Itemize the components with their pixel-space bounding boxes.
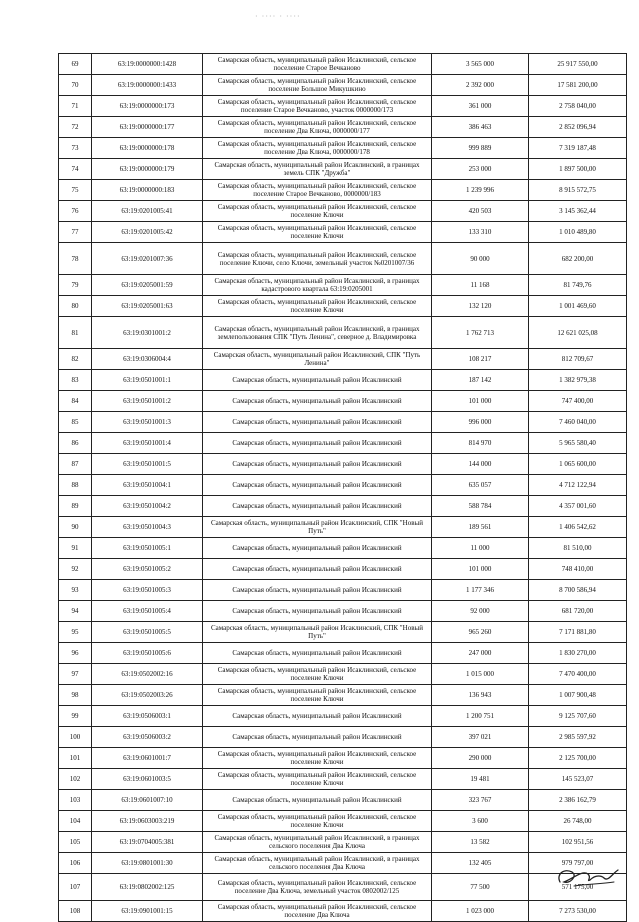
area-cell: 635 057 [432,475,529,496]
address-cell: Самарская область, муниципальный район Исаклинский, СПК "Новый Путь" [203,622,432,643]
address-cell: Самарская область, муниципальный район Исаклинский [203,643,432,664]
cadastral-number-cell: 63:19:0603003:219 [92,811,203,832]
area-cell: 13 582 [432,832,529,853]
area-cell: 397 021 [432,727,529,748]
row-number-cell: 69 [59,54,92,75]
cadastral-value-cell: 7 460 040,00 [529,412,627,433]
table-row [59,538,627,559]
row-number-cell: 102 [59,769,92,790]
row-number-cell: 103 [59,790,92,811]
cadastral-number-cell: 63:19:0501005:3 [92,580,203,601]
address-cell: Самарская область, муниципальный район Исаклинский, сельское поселение Старое Вечканово, 0000000/183 [203,180,432,201]
area-cell: 144 000 [432,454,529,475]
cadastral-number-cell: 63:19:0000000:178 [92,138,203,159]
address-cell: Самарская область, муниципальный район Исаклинский [203,601,432,622]
cadastral-number-cell: 63:19:0306004:4 [92,349,203,370]
cadastral-number-cell: 63:19:0501005:1 [92,538,203,559]
row-number-cell: 90 [59,517,92,538]
cadastral-value-cell: 7 273 530,00 [529,901,627,922]
cadastral-value-cell: 1 065 600,00 [529,454,627,475]
table-row [59,475,627,496]
row-number-cell: 104 [59,811,92,832]
address-cell: Самарская область, муниципальный район Исаклинский [203,496,432,517]
row-number-cell: 93 [59,580,92,601]
cadastral-value-cell: 748 410,00 [529,559,627,580]
address-cell: Самарская область, муниципальный район Исаклинский [203,475,432,496]
cadastral-number-cell: 63:19:0501001:4 [92,433,203,454]
table-row [59,370,627,391]
address-cell: Самарская область, муниципальный район Исаклинский, в границах сельского поселения Два Ключа [203,832,432,853]
cadastral-value-cell: 2 985 597,92 [529,727,627,748]
address-cell: Самарская область, муниципальный район Исаклинский, сельское поселение Старое Вечканово, участок 0000000/173 [203,96,432,117]
address-cell: Самарская область, муниципальный район Исаклинский, сельское поселение Ключи [203,664,432,685]
area-cell: 996 000 [432,412,529,433]
row-number-cell: 98 [59,685,92,706]
cadastral-value-cell: 102 951,56 [529,832,627,853]
address-cell: Самарская область, муниципальный район Исаклинский, сельское поселение Два Ключа, 0000000/178 [203,138,432,159]
row-number-cell: 77 [59,222,92,243]
table-row [59,412,627,433]
cadastral-value-cell: 81 749,76 [529,275,627,296]
area-cell: 133 310 [432,222,529,243]
table-row [59,874,627,901]
cadastral-value-cell: 1 007 900,48 [529,685,627,706]
address-cell: Самарская область, муниципальный район Исаклинский [203,538,432,559]
area-cell: 132 120 [432,296,529,317]
cadastral-value-cell: 1 830 270,00 [529,643,627,664]
table-body [59,54,627,922]
table-row [59,222,627,243]
row-number-cell: 82 [59,349,92,370]
row-number-cell: 99 [59,706,92,727]
area-cell: 1 177 346 [432,580,529,601]
area-cell: 11 000 [432,538,529,559]
cadastral-number-cell: 63:19:0802002:125 [92,874,203,901]
area-cell: 247 000 [432,643,529,664]
table-row [59,664,627,685]
row-number-cell: 101 [59,748,92,769]
row-number-cell: 97 [59,664,92,685]
row-number-cell: 72 [59,117,92,138]
row-number-cell: 107 [59,874,92,901]
address-cell: Самарская область, муниципальный район Исаклинский [203,790,432,811]
cadastral-value-cell: 1 382 979,38 [529,370,627,391]
cadastral-number-cell: 63:19:0601001:7 [92,748,203,769]
cadastral-number-cell: 63:19:0205001:63 [92,296,203,317]
address-cell: Самарская область, муниципальный район Исаклинский, сельское поселение Ключи [203,296,432,317]
table-row [59,811,627,832]
cadastral-number-cell: 63:19:0000000:179 [92,159,203,180]
cadastral-value-cell: 1 010 489,80 [529,222,627,243]
address-cell: Самарская область, муниципальный район Исаклинский [203,559,432,580]
table-row [59,54,627,75]
cadastral-number-cell: 63:19:0000000:1428 [92,54,203,75]
table-row [59,296,627,317]
address-cell: Самарская область, муниципальный район Исаклинский [203,580,432,601]
area-cell: 189 561 [432,517,529,538]
row-number-cell: 78 [59,243,92,275]
address-cell: Самарская область, муниципальный район Исаклинский, сельское поселение Ключи [203,201,432,222]
cadastral-value-cell: 812 709,67 [529,349,627,370]
area-cell: 11 168 [432,275,529,296]
address-cell: Самарская область, муниципальный район Исаклинский, сельское поселение Большое Микушкино [203,75,432,96]
table-row [59,790,627,811]
cadastral-number-cell: 63:19:0301001:2 [92,317,203,349]
table-row [59,580,627,601]
row-number-cell: 84 [59,391,92,412]
cadastral-number-cell: 63:19:0201007:36 [92,243,203,275]
table-row [59,243,627,275]
table-row [59,433,627,454]
row-number-cell: 92 [59,559,92,580]
cadastral-value-cell: 4 357 001,60 [529,496,627,517]
area-cell: 1 015 000 [432,664,529,685]
cadastral-number-cell: 63:19:0501005:4 [92,601,203,622]
cadastral-value-cell: 979 797,00 [529,853,627,874]
area-cell: 132 405 [432,853,529,874]
address-cell: Самарская область, муниципальный район Исаклинский [203,370,432,391]
table-row [59,159,627,180]
cadastral-value-cell: 8 700 586,94 [529,580,627,601]
cadastral-value-cell: 81 510,00 [529,538,627,559]
table-row [59,832,627,853]
cadastral-number-cell: 63:19:0501004:2 [92,496,203,517]
address-cell: Самарская область, муниципальный район Исаклинский, сельское поселение Ключи [203,222,432,243]
cadastral-number-cell: 63:19:0502002:16 [92,664,203,685]
row-number-cell: 74 [59,159,92,180]
table-row [59,517,627,538]
cadastral-number-cell: 63:19:0000000:183 [92,180,203,201]
address-cell: Самарская область, муниципальный район Исаклинский, сельское поселение Ключи, село Ключи, земельный участок №0201007/36 [203,243,432,275]
row-number-cell: 81 [59,317,92,349]
table-row [59,748,627,769]
cadastral-value-cell: 682 200,00 [529,243,627,275]
cadastral-number-cell: 63:19:0501005:2 [92,559,203,580]
address-cell: Самарская область, муниципальный район Исаклинский, сельское поселение Два Ключа, земельный участок 0802002/125 [203,874,432,901]
cadastral-value-cell: 2 758 040,00 [529,96,627,117]
cadastral-value-cell: 571 175,00 [529,874,627,901]
address-cell: Самарская область, муниципальный район Исаклинский, сельское поселение Ключи [203,685,432,706]
area-cell: 101 000 [432,559,529,580]
address-cell: Самарская область, муниципальный район Исаклинский [203,391,432,412]
cadastral-value-cell: 25 917 550,00 [529,54,627,75]
table-row [59,117,627,138]
cadastral-number-cell: 63:19:0801001:30 [92,853,203,874]
scan-header-marks [255,6,375,20]
cadastral-value-cell: 8 915 572,75 [529,180,627,201]
area-cell: 3 565 000 [432,54,529,75]
cadastral-value-cell: 9 125 707,60 [529,706,627,727]
row-number-cell: 95 [59,622,92,643]
cadastral-number-cell: 63:19:0502003:26 [92,685,203,706]
table-row [59,601,627,622]
cadastral-value-cell: 7 319 187,48 [529,138,627,159]
row-number-cell: 105 [59,832,92,853]
cadastral-number-cell: 63:19:0601007:10 [92,790,203,811]
cadastral-number-cell: 63:19:0000000:177 [92,117,203,138]
table-row [59,685,627,706]
table-row [59,853,627,874]
row-number-cell: 91 [59,538,92,559]
row-number-cell: 85 [59,412,92,433]
table-row [59,96,627,117]
cadastral-value-cell: 1 406 542,62 [529,517,627,538]
cadastral-value-cell: 747 400,00 [529,391,627,412]
area-cell: 386 463 [432,117,529,138]
row-number-cell: 79 [59,275,92,296]
area-cell: 3 600 [432,811,529,832]
table-row [59,643,627,664]
cadastral-number-cell: 63:19:0201005:42 [92,222,203,243]
row-number-cell: 76 [59,201,92,222]
cadastral-number-cell: 63:19:0601003:5 [92,769,203,790]
area-cell: 19 481 [432,769,529,790]
row-number-cell: 106 [59,853,92,874]
cadastral-value-cell: 2 125 700,00 [529,748,627,769]
cadastral-number-cell: 63:19:0501004:1 [92,475,203,496]
row-number-cell: 83 [59,370,92,391]
row-number-cell: 94 [59,601,92,622]
cadastral-number-cell: 63:19:0205001:59 [92,275,203,296]
cadastral-value-cell: 5 965 580,40 [529,433,627,454]
cadastral-value-cell: 2 852 096,94 [529,117,627,138]
cadastral-value-cell: 1 001 469,60 [529,296,627,317]
area-cell: 101 000 [432,391,529,412]
cadastral-number-cell: 63:19:0501001:5 [92,454,203,475]
row-number-cell: 96 [59,643,92,664]
area-cell: 290 000 [432,748,529,769]
cadastral-value-cell: 1 897 500,00 [529,159,627,180]
table-row [59,559,627,580]
cadastral-number-cell: 63:19:0501005:5 [92,622,203,643]
row-number-cell: 75 [59,180,92,201]
cadastral-value-cell: 2 386 162,79 [529,790,627,811]
table-row [59,349,627,370]
header-marks-text: · ···· · ···· [255,12,301,21]
area-cell: 90 000 [432,243,529,275]
cadastral-value-cell: 681 720,00 [529,601,627,622]
table-row [59,317,627,349]
address-cell: Самарская область, муниципальный район Исаклинский, сельское поселение Ключи [203,811,432,832]
address-cell: Самарская область, муниципальный район Исаклинский, в границах землепользования СПК "Путь Ленина", северное д. Владимировка [203,317,432,349]
address-cell: Самарская область, муниципальный район Исаклинский, сельское поселение Два Ключа, 0000000/177 [203,117,432,138]
cadastral-value-cell: 3 145 362,44 [529,201,627,222]
area-cell: 361 000 [432,96,529,117]
address-cell: Самарская область, муниципальный район Исаклинский [203,454,432,475]
cadastral-number-cell: 63:19:0201005:41 [92,201,203,222]
cadastral-number-cell: 63:19:0000000:173 [92,96,203,117]
address-cell: Самарская область, муниципальный район Исаклинский, сельское поселение Ключи [203,748,432,769]
address-cell: Самарская область, муниципальный район Исаклинский, в границах кадастрового квартала 63:19:0205001 [203,275,432,296]
cadastral-value-cell: 7 171 881,80 [529,622,627,643]
cadastral-number-cell: 63:19:0501001:1 [92,370,203,391]
cadastral-number-cell: 63:19:0501004:3 [92,517,203,538]
area-cell: 965 260 [432,622,529,643]
row-number-cell: 71 [59,96,92,117]
area-cell: 2 392 000 [432,75,529,96]
area-cell: 187 142 [432,370,529,391]
table-row [59,901,627,922]
table-row [59,622,627,643]
cadastral-value-cell: 12 621 025,08 [529,317,627,349]
address-cell: Самарская область, муниципальный район Исаклинский [203,433,432,454]
area-cell: 1 023 000 [432,901,529,922]
row-number-cell: 87 [59,454,92,475]
row-number-cell: 89 [59,496,92,517]
table-row [59,138,627,159]
address-cell: Самарская область, муниципальный район Исаклинский, сельское поселение Два Ключа [203,901,432,922]
row-number-cell: 108 [59,901,92,922]
area-cell: 588 784 [432,496,529,517]
area-cell: 92 000 [432,601,529,622]
area-cell: 1 762 713 [432,317,529,349]
address-cell: Самарская область, муниципальный район Исаклинский [203,727,432,748]
address-cell: Самарская область, муниципальный район Исаклинский, СПК "Новый Путь" [203,517,432,538]
row-number-cell: 100 [59,727,92,748]
cadastral-number-cell: 63:19:0506003:1 [92,706,203,727]
area-cell: 253 000 [432,159,529,180]
table-row [59,706,627,727]
table-row [59,454,627,475]
cadastral-number-cell: 63:19:0506003:2 [92,727,203,748]
row-number-cell: 70 [59,75,92,96]
address-cell: Самарская область, муниципальный район Исаклинский, в границах сельского поселения Два Ключа [203,853,432,874]
table-row [59,769,627,790]
cadastral-number-cell: 63:19:0501005:6 [92,643,203,664]
cadastral-number-cell: 63:19:0704005:381 [92,832,203,853]
area-cell: 814 970 [432,433,529,454]
cadastral-value-cell: 17 581 200,00 [529,75,627,96]
area-cell: 77 500 [432,874,529,901]
table-row [59,201,627,222]
cadastral-number-cell: 63:19:0901001:15 [92,901,203,922]
area-cell: 136 943 [432,685,529,706]
address-cell: Самарская область, муниципальный район Исаклинский, в границах земель СПК "Дружба" [203,159,432,180]
row-number-cell: 86 [59,433,92,454]
address-cell: Самарская область, муниципальный район Исаклинский, СПК "Путь Ленина" [203,349,432,370]
address-cell: Самарская область, муниципальный район Исаклинский [203,412,432,433]
address-cell: Самарская область, муниципальный район Исаклинский, сельское поселение Ключи [203,769,432,790]
address-cell: Самарская область, муниципальный район Исаклинский [203,706,432,727]
table-row [59,275,627,296]
area-cell: 420 503 [432,201,529,222]
row-number-cell: 80 [59,296,92,317]
row-number-cell: 73 [59,138,92,159]
cadastral-value-cell: 26 748,00 [529,811,627,832]
cadastral-value-cell: 7 470 400,00 [529,664,627,685]
table-row [59,391,627,412]
cadastral-number-cell: 63:19:0501001:2 [92,391,203,412]
signature-image [552,860,622,892]
cadastral-number-cell: 63:19:0000000:1433 [92,75,203,96]
land-plots-table [58,53,627,922]
cadastral-value-cell: 4 712 122,94 [529,475,627,496]
table-row [59,496,627,517]
cadastral-value-cell: 145 523,07 [529,769,627,790]
area-cell: 323 767 [432,790,529,811]
area-cell: 108 217 [432,349,529,370]
area-cell: 1 200 751 [432,706,529,727]
table-row [59,180,627,201]
table-row [59,75,627,96]
area-cell: 999 889 [432,138,529,159]
address-cell: Самарская область, муниципальный район Исаклинский, сельское поселение Старое Вечканово [203,54,432,75]
table-row [59,727,627,748]
row-number-cell: 88 [59,475,92,496]
cadastral-number-cell: 63:19:0501001:3 [92,412,203,433]
area-cell: 1 239 996 [432,180,529,201]
